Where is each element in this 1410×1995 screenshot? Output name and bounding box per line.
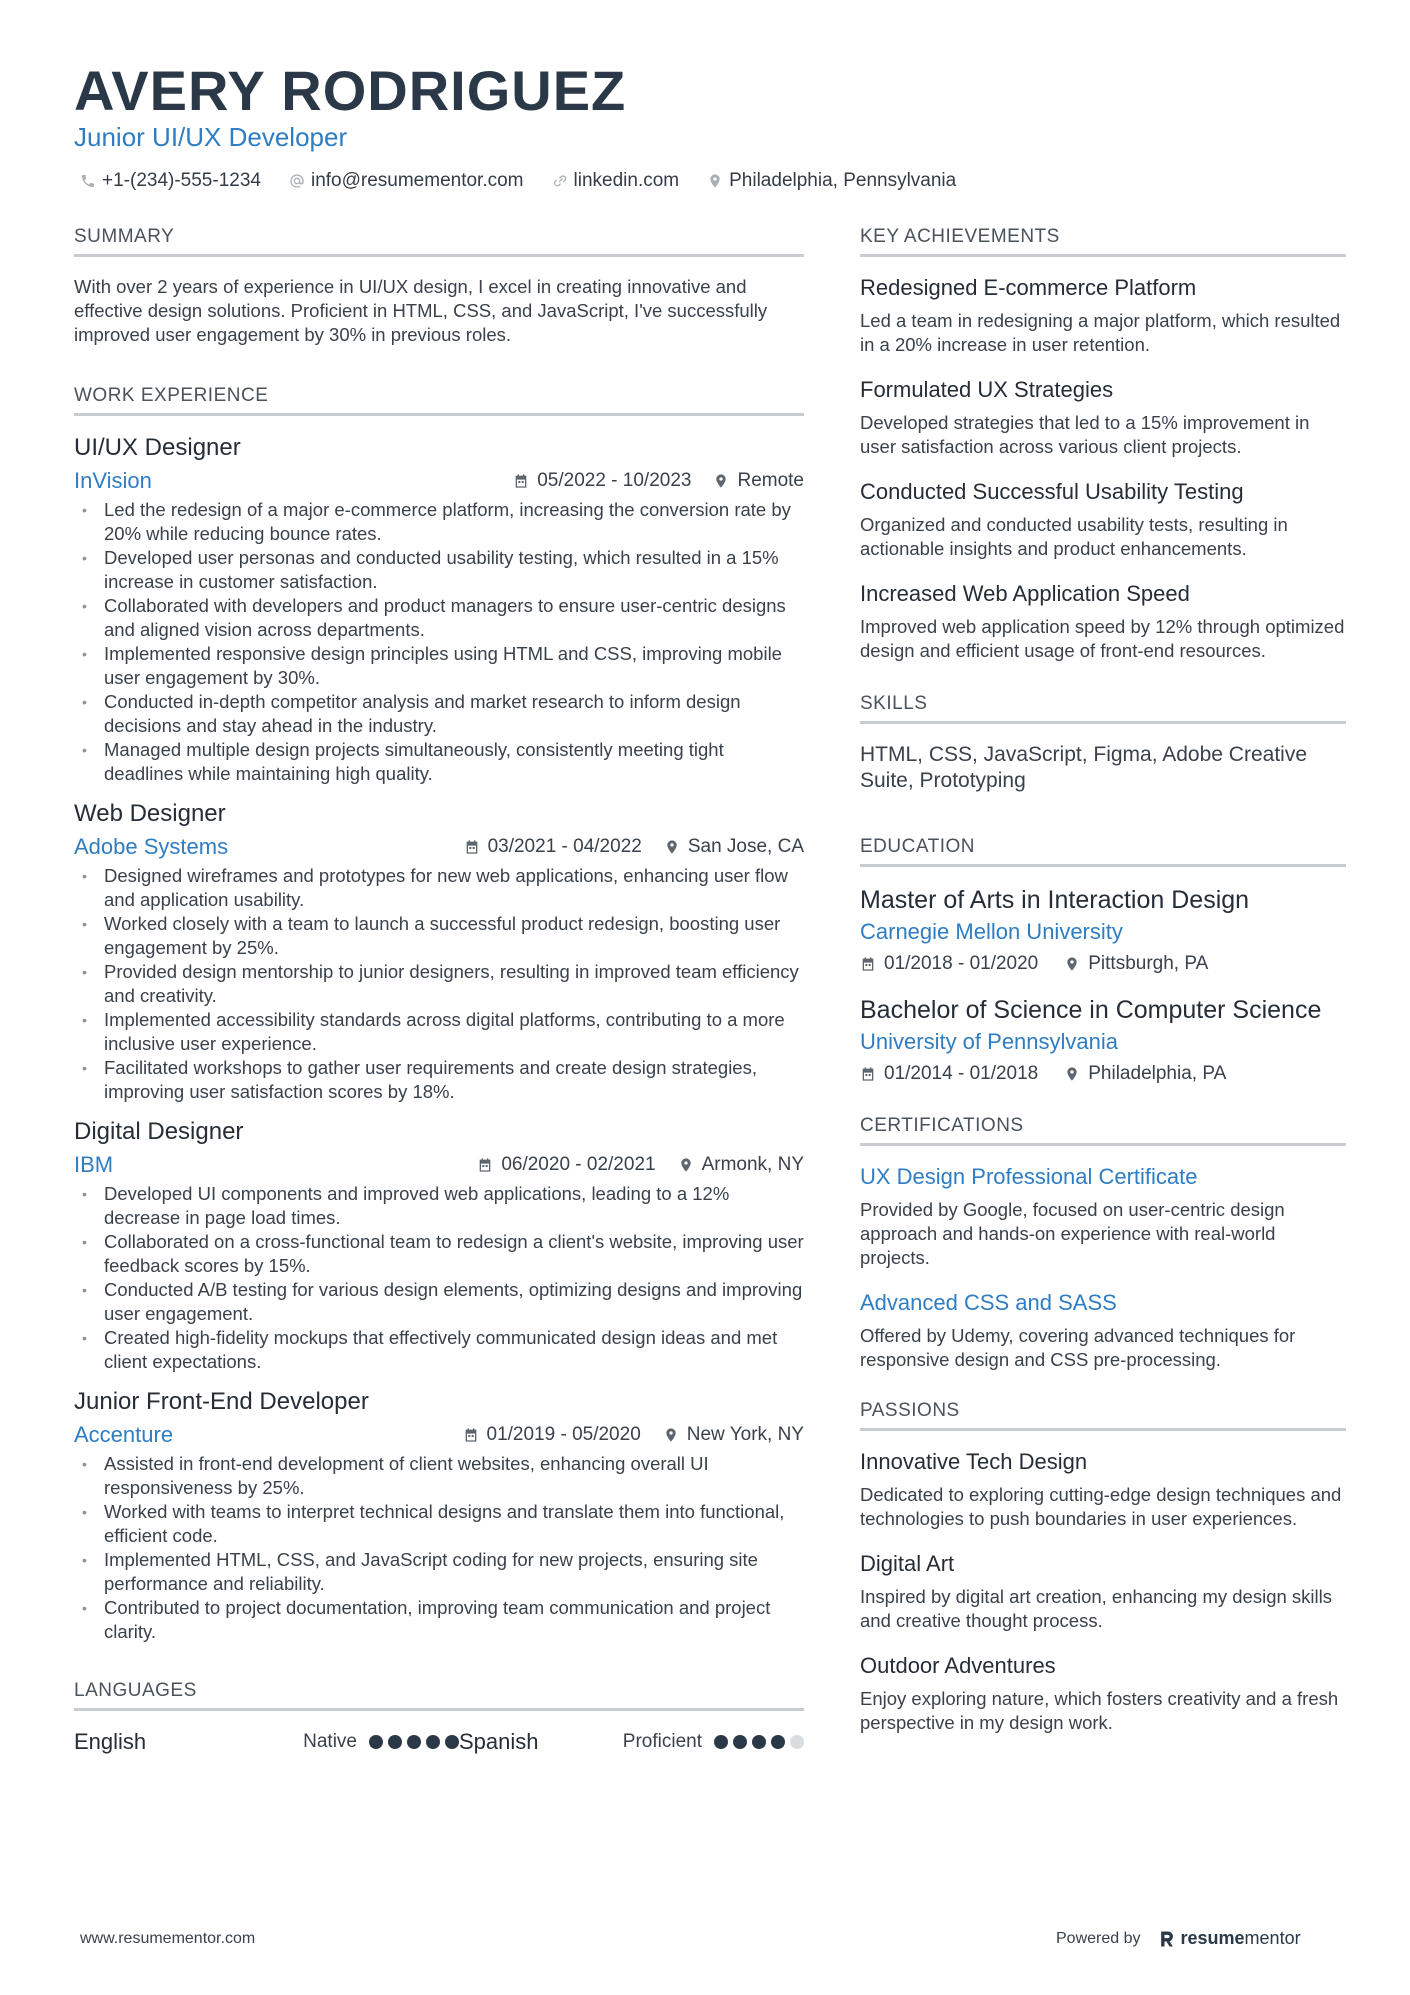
language-name: English — [74, 1729, 147, 1754]
job-bullet: • Managed multiple design projects simultaneously, consistently meeting tight deadlines while maintaining high quality. — [74, 738, 804, 786]
calendar-icon — [464, 839, 480, 855]
brand-part-b: mentor — [1244, 1928, 1301, 1948]
job-bullets — [74, 1452, 804, 1644]
rating-dot — [388, 1735, 402, 1749]
location-text: Remote — [737, 470, 804, 491]
job-bullet: • Created high-fidelity mockups that effectively communicated design ideas and met client expectations. — [74, 1326, 804, 1374]
job-location — [678, 1154, 804, 1176]
language-rating — [714, 1735, 804, 1749]
job-bullet: • Developed UI components and improved web applications, leading to a 12% decrease in page load times. — [74, 1182, 804, 1230]
achievement-title: Formulated UX Strategies — [860, 377, 1114, 402]
job-entry — [74, 1118, 804, 1374]
job-dates — [464, 836, 642, 858]
achievement-text: Improved web application speed by 12% through optimized design and efficient usage of front-end resources. — [860, 616, 1345, 661]
achievement-text: Led a team in redesigning a major platform, which resulted in a 20% increase in user retention. — [860, 310, 1341, 355]
job-bullet: • Conducted in-depth competitor analysis and market research to inform design decisions and stay ahead in the industry. — [74, 690, 804, 738]
job-bullet: • Developed user personas and conducted usability testing, which resulted in a 15% increase in customer satisfaction. — [74, 546, 804, 594]
job-title: UI/UX Designer — [74, 434, 241, 461]
job-bullet: • Assisted in front-end development of client websites, enhancing overall UI responsiveness by 25%. — [74, 1452, 804, 1500]
dates-text: 03/2021 - 04/2022 — [487, 836, 642, 857]
experience-heading: WORK EXPERIENCE — [74, 385, 804, 416]
dates-text: 06/2020 - 02/2021 — [501, 1154, 656, 1175]
contact-email[interactable] — [289, 170, 524, 192]
education-item — [860, 885, 1346, 975]
map-pin-icon — [713, 473, 729, 489]
logo-icon — [1157, 1929, 1177, 1949]
achievement-text: Organized and conducted usability tests, resulting in actionable insights and product enhancements. — [860, 514, 1288, 559]
job-title: Digital Designer — [74, 1118, 244, 1145]
calendar-icon — [860, 956, 876, 972]
location-text: Pittsburgh, PA — [1088, 953, 1209, 974]
skills-section — [860, 693, 1346, 794]
summary-heading: SUMMARY — [74, 226, 804, 257]
languages-section — [74, 1680, 804, 1755]
summary-text: With over 2 years of experience in UI/UX design, I excel in creating innovative and effective design solutions. Proficient in HTML, CSS, and JavaScript, I've successfully improved user engagement by 30% in previous roles. — [74, 276, 768, 345]
job-details — [477, 1154, 804, 1176]
achievement-list — [860, 275, 1346, 663]
passions-section — [860, 1400, 1346, 1735]
job-list — [74, 434, 804, 1644]
phone-text: +1-(234)-555-1234 — [102, 170, 261, 191]
calendar-icon — [463, 1427, 479, 1443]
location-text: New York, NY — [686, 1424, 804, 1445]
job-bullet: • Conducted A/B testing for various design elements, optimizing designs and improving user engagement. — [74, 1278, 804, 1326]
company-name[interactable]: InVision — [74, 468, 152, 493]
company-name[interactable]: IBM — [74, 1152, 114, 1177]
job-location — [713, 470, 804, 492]
passion-list — [860, 1449, 1346, 1735]
achievements-section — [860, 226, 1346, 663]
job-title: Web Designer — [74, 800, 226, 827]
job-location — [663, 1424, 804, 1446]
education-section — [860, 836, 1346, 1085]
map-pin-icon — [707, 173, 723, 189]
location-text: Philadelphia, Pennsylvania — [729, 170, 957, 191]
certification-list — [860, 1164, 1346, 1372]
job-entry — [74, 800, 804, 1104]
passion-item — [860, 1551, 1346, 1633]
email-text[interactable]: info@resumementor.com — [310, 170, 524, 191]
rating-dot — [733, 1735, 747, 1749]
footer-website[interactable]: www.resumementor.com — [80, 1930, 256, 1947]
right-column — [860, 226, 1346, 1755]
at-icon — [289, 173, 305, 189]
achievement-item — [860, 275, 1346, 357]
language-level: Native — [303, 1731, 357, 1752]
rating-dot — [714, 1735, 728, 1749]
language-name: Spanish — [459, 1729, 539, 1754]
job-meta — [74, 1422, 804, 1448]
degree-title: Master of Arts in Interaction Design — [860, 886, 1250, 914]
achievement-title: Increased Web Application Speed — [860, 581, 1190, 606]
language-list — [74, 1729, 804, 1755]
calendar-icon — [860, 1066, 876, 1082]
language-rating — [369, 1735, 459, 1749]
job-title: Junior Front-End Developer — [74, 1388, 369, 1415]
passion-text: Enjoy exploring nature, which fosters creativity and a fresh perspective in my design work. — [860, 1688, 1339, 1733]
education-heading: EDUCATION — [860, 836, 1346, 867]
education-dates — [860, 953, 1038, 975]
job-dates — [477, 1154, 655, 1176]
candidate-name: AVERY RODRIGUEZ — [74, 59, 627, 122]
job-bullet: • Implemented responsive design principles using HTML and CSS, improving mobile user engagement by 30%. — [74, 642, 804, 690]
calendar-icon — [477, 1157, 493, 1173]
job-dates — [463, 1424, 641, 1446]
certification-item — [860, 1290, 1346, 1372]
achievement-item — [860, 479, 1346, 561]
calendar-icon — [513, 473, 529, 489]
location-text: Philadelphia, PA — [1088, 1063, 1227, 1084]
rating-dot — [426, 1735, 440, 1749]
education-list — [860, 885, 1346, 1085]
languages-heading: LANGUAGES — [74, 1680, 804, 1711]
summary-section — [74, 226, 804, 347]
language-item — [459, 1729, 804, 1755]
job-bullets — [74, 498, 804, 786]
school-name[interactable]: Carnegie Mellon University — [860, 919, 1123, 944]
job-bullet: • Collaborated with developers and product managers to ensure user-centric designs and aligned vision across departments. — [74, 594, 804, 642]
achievement-text: Developed strategies that led to a 15% improvement in user satisfaction across various client projects. — [860, 412, 1310, 457]
map-pin-icon — [1064, 1066, 1080, 1082]
passion-item — [860, 1653, 1346, 1735]
phone-icon — [80, 173, 96, 189]
achievement-item — [860, 377, 1346, 459]
passion-text: Inspired by digital art creation, enhancing my design skills and creative thought process. — [860, 1586, 1332, 1631]
contact-linkedin[interactable] — [552, 170, 680, 192]
job-bullet: • Led the redesign of a major e-commerce platform, increasing the conversion rate by 20% while reducing bounce rates. — [74, 498, 804, 546]
education-dates — [860, 1063, 1038, 1085]
job-bullet: • Worked closely with a team to launch a successful product redesign, boosting user engagement by 25%. — [74, 912, 804, 960]
certification-text: Provided by Google, focused on user-centric design approach and hands-on experience with real-world projects. — [860, 1199, 1285, 1268]
job-bullet: • Implemented HTML, CSS, and JavaScript coding for new projects, ensuring site performance and reliability. — [74, 1548, 804, 1596]
contact-phone — [80, 170, 261, 192]
certification-title[interactable]: UX Design Professional Certificate — [860, 1164, 1198, 1189]
rating-dot — [752, 1735, 766, 1749]
skills-heading: SKILLS — [860, 693, 1346, 724]
contact-bar — [80, 170, 956, 192]
rating-dot — [407, 1735, 421, 1749]
passion-title: Outdoor Adventures — [860, 1653, 1056, 1678]
rating-dot — [369, 1735, 383, 1749]
education-details — [860, 953, 1346, 975]
passion-text: Dedicated to exploring cutting-edge design techniques and technologies to push boundaries in user experiences. — [860, 1484, 1342, 1529]
candidate-role: Junior UI/UX Developer — [74, 122, 348, 152]
company-name[interactable]: Adobe Systems — [74, 834, 229, 859]
certification-text: Offered by Udemy, covering advanced techniques for responsive design and CSS pre-processing. — [860, 1325, 1296, 1370]
passion-item — [860, 1449, 1346, 1531]
dates-text: 05/2022 - 10/2023 — [537, 470, 692, 491]
map-pin-icon — [664, 839, 680, 855]
link-icon — [552, 173, 568, 189]
job-details — [463, 1424, 804, 1446]
dates-text: 01/2018 - 01/2020 — [884, 953, 1039, 974]
certification-item — [860, 1164, 1346, 1270]
job-bullet: • Collaborated on a cross-functional team to redesign a client's website, improving user feedback scores by 15%. — [74, 1230, 804, 1278]
language-item — [74, 1729, 459, 1755]
job-bullets — [74, 1182, 804, 1374]
job-entry — [74, 1388, 804, 1644]
achievement-item — [860, 581, 1346, 663]
job-details — [513, 470, 804, 492]
language-level: Proficient — [622, 1731, 702, 1752]
job-bullet: • Provided design mentorship to junior designers, resulting in improved team efficiency and creativity. — [74, 960, 804, 1008]
school-name[interactable]: University of Pennsylvania — [860, 1029, 1119, 1054]
education-location — [1064, 1063, 1226, 1085]
footer-brand — [1056, 1928, 1301, 1949]
job-meta — [74, 834, 804, 860]
job-dates — [513, 470, 691, 492]
achievement-title: Redesigned E-commerce Platform — [860, 275, 1197, 300]
job-bullets — [74, 864, 804, 1104]
rating-dot — [445, 1735, 459, 1749]
job-bullet: • Designed wireframes and prototypes for new web applications, enhancing user flow and application usability. — [74, 864, 804, 912]
passion-title: Innovative Tech Design — [860, 1449, 1088, 1474]
education-details — [860, 1063, 1346, 1085]
passion-title: Digital Art — [860, 1551, 955, 1576]
dates-text: 01/2019 - 05/2020 — [486, 1424, 641, 1445]
rating-dot — [790, 1735, 804, 1749]
job-bullet: • Contributed to project documentation, improving team communication and project clarity. — [74, 1596, 804, 1644]
certifications-heading: CERTIFICATIONS — [860, 1115, 1346, 1146]
education-item — [860, 995, 1346, 1085]
resumementor-logo[interactable] — [1157, 1928, 1301, 1949]
company-name[interactable]: Accenture — [74, 1422, 174, 1447]
location-text: Armonk, NY — [701, 1154, 804, 1175]
brand-part-a: resume — [1180, 1928, 1245, 1948]
job-details — [464, 836, 804, 858]
passions-heading: PASSIONS — [860, 1400, 1346, 1431]
map-pin-icon — [678, 1157, 694, 1173]
skills-text: HTML, CSS, JavaScript, Figma, Adobe Creative Suite, Prototyping — [860, 743, 1307, 792]
experience-section — [74, 385, 804, 1644]
map-pin-icon — [663, 1427, 679, 1443]
achievements-heading: KEY ACHIEVEMENTS — [860, 226, 1346, 257]
rating-dot — [771, 1735, 785, 1749]
job-entry — [74, 434, 804, 786]
location-text: San Jose, CA — [687, 836, 804, 857]
job-meta — [74, 468, 804, 494]
job-location — [664, 836, 804, 858]
job-bullet: • Worked with teams to interpret technical designs and translate them into functional, efficient code. — [74, 1500, 804, 1548]
powered-by-text: Powered by — [1056, 1929, 1141, 1947]
linkedin-text[interactable]: linkedin.com — [573, 170, 680, 191]
certifications-section — [860, 1115, 1346, 1372]
job-bullet: • Implemented accessibility standards across digital platforms, contributing to a more inclusive user experience. — [74, 1008, 804, 1056]
achievement-title: Conducted Successful Usability Testing — [860, 479, 1244, 504]
dates-text: 01/2014 - 01/2018 — [884, 1063, 1039, 1084]
education-location — [1064, 953, 1208, 975]
contact-location — [707, 170, 956, 192]
job-bullet: • Facilitated workshops to gather user requirements and create design strategies, improving user satisfaction scores by 18%. — [74, 1056, 804, 1104]
map-pin-icon — [1064, 956, 1080, 972]
job-meta — [74, 1152, 804, 1178]
degree-title: Bachelor of Science in Computer Science — [860, 996, 1322, 1024]
certification-title[interactable]: Advanced CSS and SASS — [860, 1290, 1117, 1315]
left-column — [74, 226, 804, 1755]
